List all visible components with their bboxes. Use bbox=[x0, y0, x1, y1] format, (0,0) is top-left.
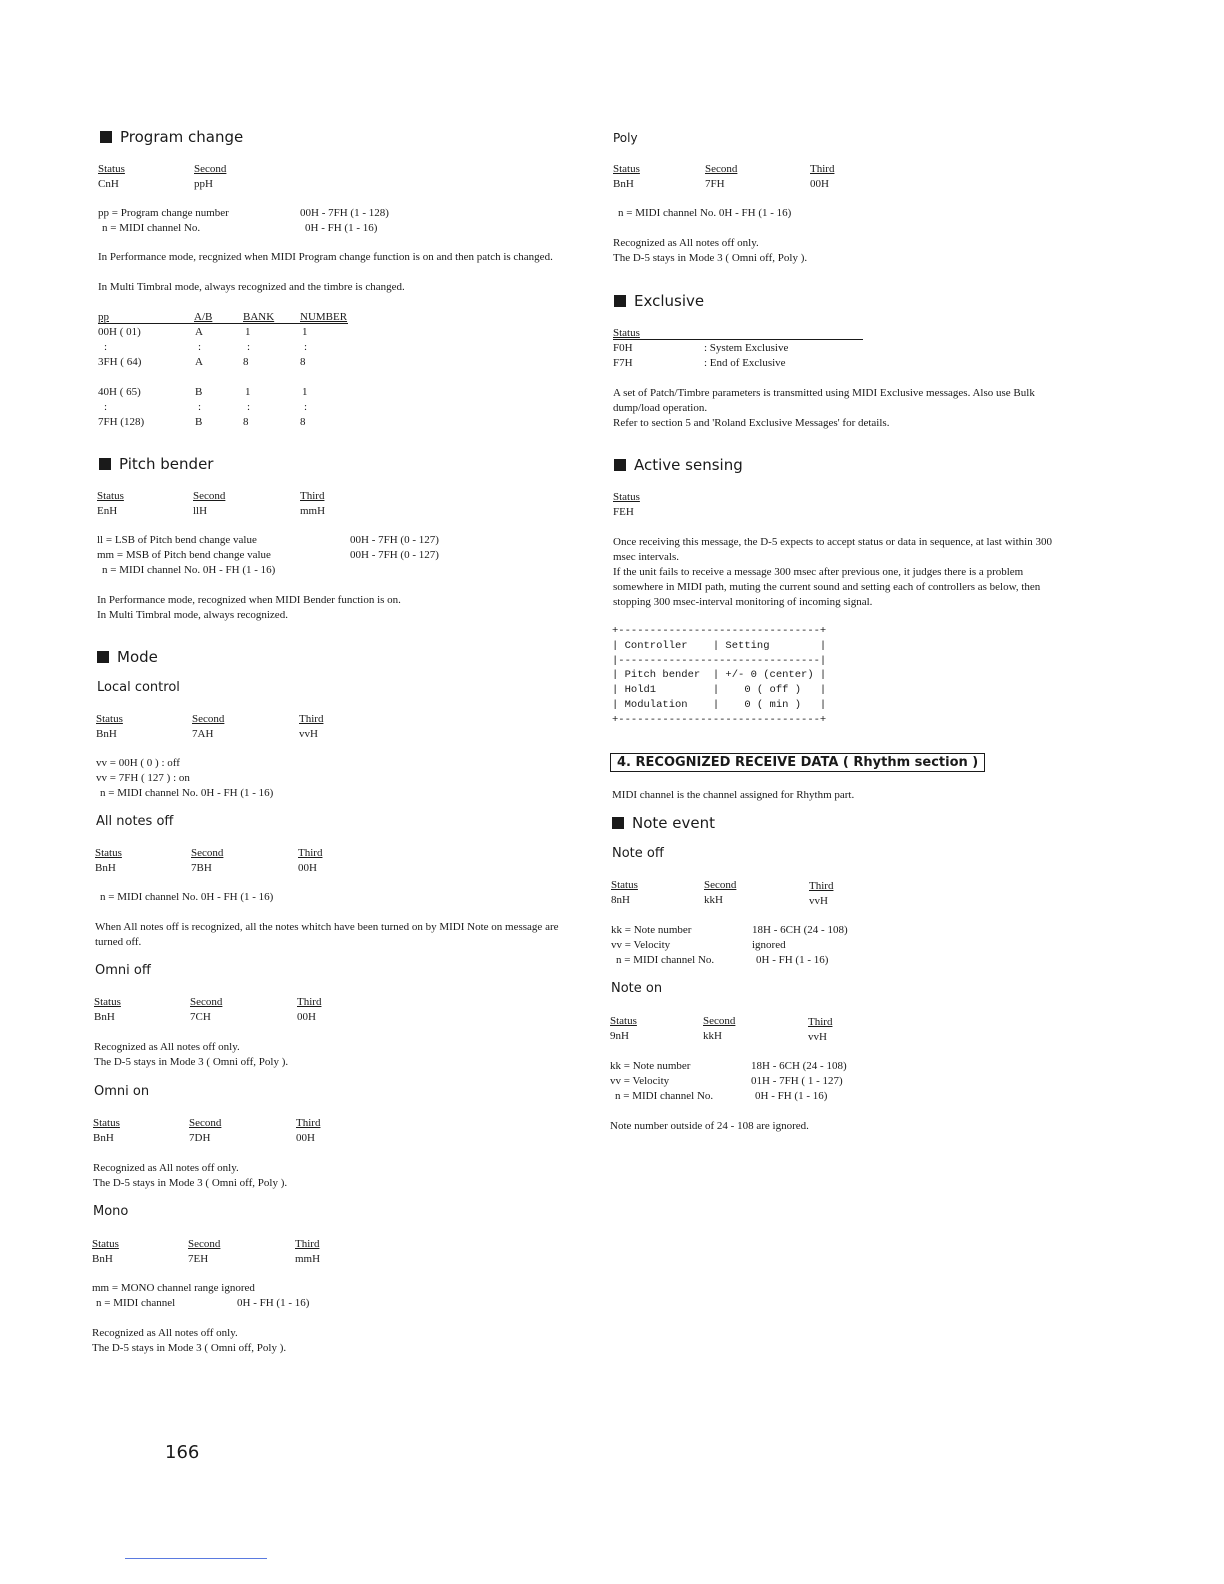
def-range: 00H - 7FH (1 - 128) bbox=[300, 207, 389, 219]
def-name: mm = MSB of Pitch bend change value bbox=[97, 549, 271, 561]
second-value: 7BH bbox=[191, 862, 212, 874]
header-rule bbox=[613, 339, 863, 340]
def-name: n = MIDI channel No. bbox=[616, 954, 715, 966]
def-range: 00H - 7FH (0 - 127) bbox=[350, 549, 439, 561]
second-value: 7DH bbox=[189, 1132, 211, 1144]
table-cell: : bbox=[104, 341, 108, 353]
table-cell: 8 bbox=[243, 356, 249, 368]
def-name: n = MIDI channel No. bbox=[102, 222, 201, 234]
table-cell: 00H ( 01) bbox=[98, 326, 141, 338]
controller-settings-table: +--------------------------------+ | Controller | Setting | |--------------------------------| | Pitch bender | +/- 0 (center) | | Hold1 | 0 ( off ) | | Modulation | 0 ( min ) | +--------------------------------+ bbox=[612, 625, 827, 726]
third-value: vvH bbox=[809, 895, 828, 907]
third-value: 00H bbox=[297, 1011, 316, 1023]
status-label: Status bbox=[613, 327, 640, 339]
table-cell: B bbox=[195, 386, 203, 398]
status-value: 9nH bbox=[610, 1030, 629, 1042]
code-desc: : System Exclusive bbox=[704, 342, 789, 354]
code-desc: : End of Exclusive bbox=[704, 357, 786, 369]
def-line: n = MIDI channel No. 0H - FH (1 - 16) bbox=[618, 207, 792, 219]
table-cell: 1 bbox=[302, 386, 308, 398]
def-range: 18H - 6CH (24 - 108) bbox=[752, 924, 848, 936]
def-name: n = MIDI channel No. bbox=[615, 1090, 714, 1102]
mono-heading: Mono bbox=[93, 1204, 129, 1219]
third-value: 00H bbox=[810, 178, 829, 190]
status-value: CnH bbox=[98, 178, 119, 190]
table-cell: 8 bbox=[300, 416, 306, 428]
third-label: Third bbox=[297, 996, 322, 1008]
local-control-heading: Local control bbox=[97, 680, 180, 695]
third-label: Third bbox=[300, 490, 325, 502]
third-label: Third bbox=[810, 163, 835, 175]
section-4-heading: 4. RECOGNIZED RECEIVE DATA ( Rhythm section ) bbox=[610, 753, 985, 772]
def-name: n = MIDI channel No. 0H - FH (1 - 16) bbox=[102, 564, 276, 576]
status-value: BnH bbox=[613, 178, 634, 190]
note-event-heading: Note event bbox=[612, 814, 715, 832]
table-cell: : bbox=[247, 401, 251, 413]
status-value: BnH bbox=[93, 1132, 114, 1144]
second-value: kkH bbox=[704, 894, 723, 906]
table-cell: 40H ( 65) bbox=[98, 386, 141, 398]
third-value: mmH bbox=[295, 1253, 321, 1265]
second-label: Second bbox=[193, 490, 226, 502]
status-label: Status bbox=[613, 491, 640, 503]
table-cell: : bbox=[304, 341, 308, 353]
second-label: Second bbox=[189, 1117, 222, 1129]
table-cell: 1 bbox=[245, 386, 251, 398]
paragraph: Refer to section 5 and 'Roland Exclusive Messages' for details. bbox=[613, 417, 890, 429]
def-line: n = MIDI channel No. 0H - FH (1 - 16) bbox=[100, 891, 274, 903]
def-name: vv = Velocity bbox=[611, 939, 671, 951]
paragraph: Recognized as All notes off only. bbox=[94, 1041, 240, 1053]
table-header-number: NUMBER bbox=[300, 311, 348, 323]
second-value: 7CH bbox=[190, 1011, 211, 1023]
def-name: pp = Program change number bbox=[98, 207, 229, 219]
status-label: Status bbox=[610, 1015, 637, 1027]
paragraph: The D-5 stays in Mode 3 ( Omni off, Poly ). bbox=[92, 1342, 287, 1354]
paragraph: When All notes off is recognized, all the notes whitch have been turned on by MIDI Note on message are turned off. bbox=[95, 921, 559, 948]
table-cell: 8 bbox=[300, 356, 306, 368]
table-cell: : bbox=[104, 401, 108, 413]
poly-heading: Poly bbox=[613, 131, 638, 145]
note-off-heading: Note off bbox=[612, 846, 664, 861]
second-label: Second bbox=[190, 996, 223, 1008]
status-value: BnH bbox=[92, 1253, 113, 1265]
code-value: F0H bbox=[613, 342, 633, 354]
second-value: 7EH bbox=[188, 1253, 209, 1265]
paragraph: Note number outside of 24 - 108 are ignored. bbox=[610, 1120, 809, 1132]
third-value: 00H bbox=[298, 862, 317, 874]
table-cell: 7FH (128) bbox=[98, 416, 145, 428]
def-range: 0H - FH (1 - 16) bbox=[237, 1297, 310, 1309]
table-cell: A bbox=[195, 356, 203, 368]
status-value: FEH bbox=[613, 506, 634, 518]
status-label: Status bbox=[92, 1238, 119, 1250]
paragraph: In Performance mode, recgnized when MIDI Program change function is on and then patch is changed. bbox=[98, 251, 553, 263]
status-label: Status bbox=[613, 163, 640, 175]
third-value: vvH bbox=[808, 1031, 827, 1043]
page-number: 166 bbox=[165, 1442, 200, 1463]
table-cell: : bbox=[198, 401, 202, 413]
note-on-heading: Note on bbox=[611, 981, 663, 996]
second-label: Second bbox=[703, 1015, 736, 1027]
status-label: Status bbox=[611, 879, 638, 891]
table-header-ab: A/B bbox=[194, 311, 213, 323]
def-name: kk = Note number bbox=[610, 1060, 691, 1072]
def-range: 18H - 6CH (24 - 108) bbox=[751, 1060, 847, 1072]
table-cell: : bbox=[198, 341, 202, 353]
square-bullet-icon bbox=[612, 817, 624, 829]
status-label: Status bbox=[96, 713, 123, 725]
square-bullet-icon bbox=[99, 458, 111, 470]
third-label: Third bbox=[299, 713, 324, 725]
table-cell: : bbox=[247, 341, 251, 353]
paragraph: Once receiving this message, the D-5 expects to accept status or data in sequence, at last within 300 msec intervals. bbox=[613, 536, 1052, 563]
second-label: Second bbox=[192, 713, 225, 725]
second-label: Second bbox=[194, 163, 227, 175]
all-notes-off-heading: All notes off bbox=[96, 814, 174, 829]
footer-rule bbox=[125, 1558, 267, 1559]
third-label: Third bbox=[295, 1238, 320, 1250]
code-value: F7H bbox=[613, 357, 633, 369]
table-rule bbox=[98, 323, 348, 324]
paragraph: The D-5 stays in Mode 3 ( Omni off, Poly ). bbox=[94, 1056, 289, 1068]
status-value: EnH bbox=[97, 505, 118, 517]
second-label: Second bbox=[704, 879, 737, 891]
def-range: 0H - FH (1 - 16) bbox=[305, 222, 378, 234]
pitch-bender-heading: Pitch bender bbox=[99, 455, 213, 473]
def-range: ignored bbox=[752, 939, 786, 951]
paragraph: In Multi Timbral mode, always recognized. bbox=[97, 609, 288, 621]
status-label: Status bbox=[93, 1117, 120, 1129]
table-cell: B bbox=[195, 416, 203, 428]
third-label: Third bbox=[808, 1016, 833, 1028]
table-cell: 8 bbox=[243, 416, 249, 428]
square-bullet-icon bbox=[100, 131, 112, 143]
square-bullet-icon bbox=[614, 459, 626, 471]
def-name: ll = LSB of Pitch bend change value bbox=[97, 534, 257, 546]
table-cell: 3FH ( 64) bbox=[98, 356, 142, 368]
paragraph: Recognized as All notes off only. bbox=[92, 1327, 238, 1339]
def-range: 00H - 7FH (0 - 127) bbox=[350, 534, 439, 546]
def-name: n = MIDI channel bbox=[96, 1297, 176, 1309]
exclusive-heading: Exclusive bbox=[614, 292, 704, 310]
third-label: Third bbox=[809, 880, 834, 892]
paragraph: The D-5 stays in Mode 3 ( Omni off, Poly ). bbox=[613, 252, 808, 264]
paragraph: Recognized as All notes off only. bbox=[93, 1162, 239, 1174]
table-cell: 1 bbox=[302, 326, 308, 338]
def-range: 01H - 7FH ( 1 - 127) bbox=[751, 1075, 843, 1087]
def-name: kk = Note number bbox=[611, 924, 692, 936]
omni-on-heading: Omni on bbox=[94, 1084, 150, 1099]
third-value: 00H bbox=[296, 1132, 315, 1144]
table-header-pp: pp bbox=[98, 311, 109, 323]
table-cell: A bbox=[195, 326, 203, 338]
third-value: vvH bbox=[299, 728, 318, 740]
paragraph: MIDI channel is the channel assigned for Rhythm part. bbox=[612, 789, 855, 801]
mode-heading: Mode bbox=[97, 648, 158, 666]
square-bullet-icon bbox=[614, 295, 626, 307]
paragraph: The D-5 stays in Mode 3 ( Omni off, Poly ). bbox=[93, 1177, 288, 1189]
table-header-bank: BANK bbox=[243, 311, 275, 323]
paragraph: In Multi Timbral mode, always recognized and the timbre is changed. bbox=[98, 281, 405, 293]
table-cell: : bbox=[304, 401, 308, 413]
second-label: Second bbox=[705, 163, 738, 175]
second-value: 7AH bbox=[192, 728, 214, 740]
second-label: Second bbox=[188, 1238, 221, 1250]
program-change-heading: Program change bbox=[100, 128, 243, 146]
paragraph: A set of Patch/Timbre parameters is transmitted using MIDI Exclusive messages. Also use Bulk dump/load operation. bbox=[613, 387, 1035, 414]
paragraph: If the unit fails to receive a message 300 msec after previous one, it judges there is a problem somewhere in MIDI path, muting the current sound and setting each of controllers as below, then stopping 300 msec-interval monitoring of incoming signal. bbox=[613, 566, 1041, 608]
third-value: mmH bbox=[300, 505, 326, 517]
status-value: BnH bbox=[94, 1011, 115, 1023]
table-cell: 1 bbox=[245, 326, 251, 338]
second-label: Second bbox=[191, 847, 224, 859]
status-label: Status bbox=[98, 163, 125, 175]
def-range: 0H - FH (1 - 16) bbox=[756, 954, 829, 966]
third-label: Third bbox=[296, 1117, 321, 1129]
status-label: Status bbox=[97, 490, 124, 502]
def-name: mm = MONO channel range ignored bbox=[92, 1282, 255, 1294]
second-value: llH bbox=[193, 505, 208, 517]
second-value: kkH bbox=[703, 1030, 722, 1042]
status-label: Status bbox=[95, 847, 122, 859]
def-line: vv = 7FH ( 127 ) : on bbox=[96, 772, 190, 784]
def-line: n = MIDI channel No. 0H - FH (1 - 16) bbox=[100, 787, 274, 799]
second-value: 7FH bbox=[705, 178, 725, 190]
paragraph: Recognized as All notes off only. bbox=[613, 237, 759, 249]
paragraph: In Performance mode, recognized when MIDI Bender function is on. bbox=[97, 594, 401, 606]
second-value: ppH bbox=[194, 178, 213, 190]
status-value: BnH bbox=[95, 862, 116, 874]
omni-off-heading: Omni off bbox=[95, 963, 151, 978]
square-bullet-icon bbox=[97, 651, 109, 663]
third-label: Third bbox=[298, 847, 323, 859]
status-label: Status bbox=[94, 996, 121, 1008]
status-value: 8nH bbox=[611, 894, 630, 906]
def-range: 0H - FH (1 - 16) bbox=[755, 1090, 828, 1102]
status-value: BnH bbox=[96, 728, 117, 740]
active-sensing-heading: Active sensing bbox=[614, 456, 743, 474]
def-line: vv = 00H ( 0 ) : off bbox=[96, 757, 180, 769]
def-name: vv = Velocity bbox=[610, 1075, 670, 1087]
